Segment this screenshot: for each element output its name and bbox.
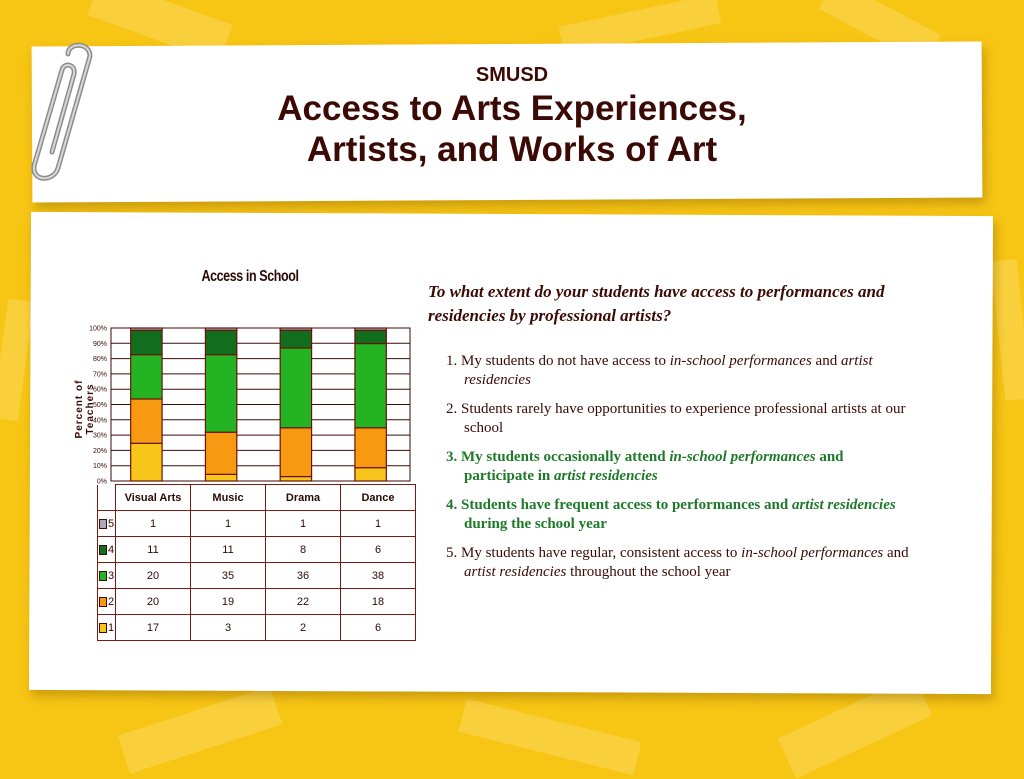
y-tick-label: 70% [92, 371, 107, 379]
response-text: in-school performances [669, 353, 812, 369]
org-name: SMUSD [475, 64, 549, 86]
bar-segment [355, 328, 386, 330]
legend-key [98, 537, 116, 563]
bar-segment [205, 432, 236, 474]
table-cell: 19 [191, 589, 266, 615]
response-number: 3. [446, 449, 461, 465]
table-cell: 11 [191, 537, 266, 563]
response-text: and [883, 545, 909, 561]
title-line-1: Access to Arts Experiences, [277, 89, 747, 128]
response-text: during the school year [464, 516, 607, 532]
y-tick-label: 10% [92, 463, 107, 471]
column-header: Drama [266, 485, 341, 511]
column-header: Music [191, 485, 266, 511]
table-cell: 20 [116, 563, 191, 589]
legend-label: 1 [108, 621, 115, 634]
bar-segment [280, 330, 311, 348]
legend-swatch [99, 519, 107, 529]
column-header: Dance [341, 485, 416, 511]
bar-segment [131, 328, 162, 330]
response-text: Students rarely have opportunities to experience professional artists at our school [461, 401, 906, 436]
legend-key [98, 589, 116, 615]
bar-segment [355, 428, 386, 468]
bar-segment [355, 344, 386, 428]
table-cell: 8 [266, 537, 341, 563]
table-cell: 1 [341, 511, 416, 537]
legend-label: 4 [108, 543, 115, 556]
response-item [446, 544, 916, 582]
table-cell: 17 [116, 615, 191, 641]
background-shard [118, 686, 283, 773]
response-number: 5. [446, 545, 461, 561]
chart-data-table [95, 484, 416, 641]
legend-swatch [99, 571, 107, 581]
table-cell: 20 [116, 589, 191, 615]
legend-key [98, 615, 116, 641]
response-text: artist residencies [791, 497, 896, 513]
chart-title: Access in School [201, 268, 299, 285]
table-row [95, 537, 416, 563]
y-tick-label: 60% [92, 386, 107, 394]
background-shard [991, 259, 1024, 401]
table-cell: 35 [191, 563, 266, 589]
table-cell: 22 [266, 589, 341, 615]
response-list [446, 352, 916, 592]
y-axis-label: Percent of Teachers [74, 379, 96, 439]
table-row [95, 589, 416, 615]
response-item [446, 448, 916, 486]
y-tick-label: 0% [96, 478, 107, 486]
background-shard [0, 299, 34, 421]
legend-swatch [99, 545, 107, 555]
table-row [95, 615, 416, 641]
y-tick-label: 100% [89, 325, 107, 333]
table-cell: 36 [266, 563, 341, 589]
column-header: Visual Arts [116, 485, 191, 511]
table-header-row [95, 485, 416, 511]
legend-label: 3 [108, 569, 115, 582]
response-text: in-school performances [741, 545, 884, 561]
response-item [446, 496, 916, 534]
legend-swatch [99, 623, 107, 633]
response-item [446, 400, 916, 438]
response-text: in-school performances [669, 449, 816, 465]
table-cell: 2 [266, 615, 341, 641]
response-number: 2. [446, 401, 461, 417]
response-number: 1. [446, 353, 461, 369]
response-item [446, 352, 916, 390]
response-text: My students do not have access to [461, 353, 670, 369]
bar-segment [280, 477, 311, 481]
table-cell: 38 [341, 563, 416, 589]
table-cell: 6 [341, 537, 416, 563]
bar-segment [205, 330, 236, 354]
bar-segment [280, 348, 311, 428]
table-cell: 1 [191, 511, 266, 537]
bar-segment [131, 330, 162, 354]
response-text: My students have regular, consistent access to [461, 545, 742, 561]
bar-segment [205, 328, 236, 330]
title-line-2: Artists, and Works of Art [306, 130, 718, 169]
legend-label: 5 [108, 517, 115, 530]
table-row [95, 511, 416, 537]
table-cell: 1 [116, 511, 191, 537]
y-tick-label: 30% [92, 432, 107, 440]
table-cell: 11 [116, 537, 191, 563]
response-text: and [811, 353, 841, 369]
legend-key [98, 511, 116, 537]
table-cell: 3 [191, 615, 266, 641]
legend-key [98, 563, 116, 589]
y-tick-label: 50% [92, 402, 107, 409]
table-corner [98, 485, 116, 511]
y-tick-label: 80% [92, 356, 107, 364]
response-text: My students occasionally attend [461, 449, 670, 465]
table-row [95, 563, 416, 589]
response-text: artist residencies [464, 564, 567, 580]
y-tick-label: 20% [92, 447, 107, 455]
bar-segment [205, 474, 236, 481]
stacked-bar-chart [80, 320, 420, 490]
slide-title [0, 62, 1024, 170]
legend-swatch [99, 597, 107, 607]
bar-segment [205, 355, 236, 433]
bar-segment [131, 399, 162, 443]
y-tick-label: 40% [92, 417, 107, 425]
table-cell: 6 [341, 615, 416, 641]
y-tick-label: 90% [92, 340, 107, 348]
background-shard [459, 699, 642, 776]
bar-segment [131, 443, 162, 481]
bar-segment [355, 330, 386, 343]
table-cell: 1 [266, 511, 341, 537]
legend-label: 2 [108, 595, 115, 608]
response-number: 4. [446, 497, 461, 513]
table-body [95, 511, 416, 641]
response-text: throughout the school year [566, 564, 731, 580]
response-text: artist residencies [464, 353, 873, 388]
table-cell: 18 [341, 589, 416, 615]
response-text: and participate in [464, 449, 844, 484]
response-text: Students have frequent access to performances and [461, 497, 792, 513]
bar-segment [280, 328, 311, 330]
bar-segment [131, 355, 162, 399]
survey-question: To what extent do your students have access to performances and residencies by professional artists? [428, 282, 885, 325]
bar-segment [355, 468, 386, 481]
bar-segment [280, 428, 311, 477]
response-text: artist residencies [554, 468, 658, 484]
